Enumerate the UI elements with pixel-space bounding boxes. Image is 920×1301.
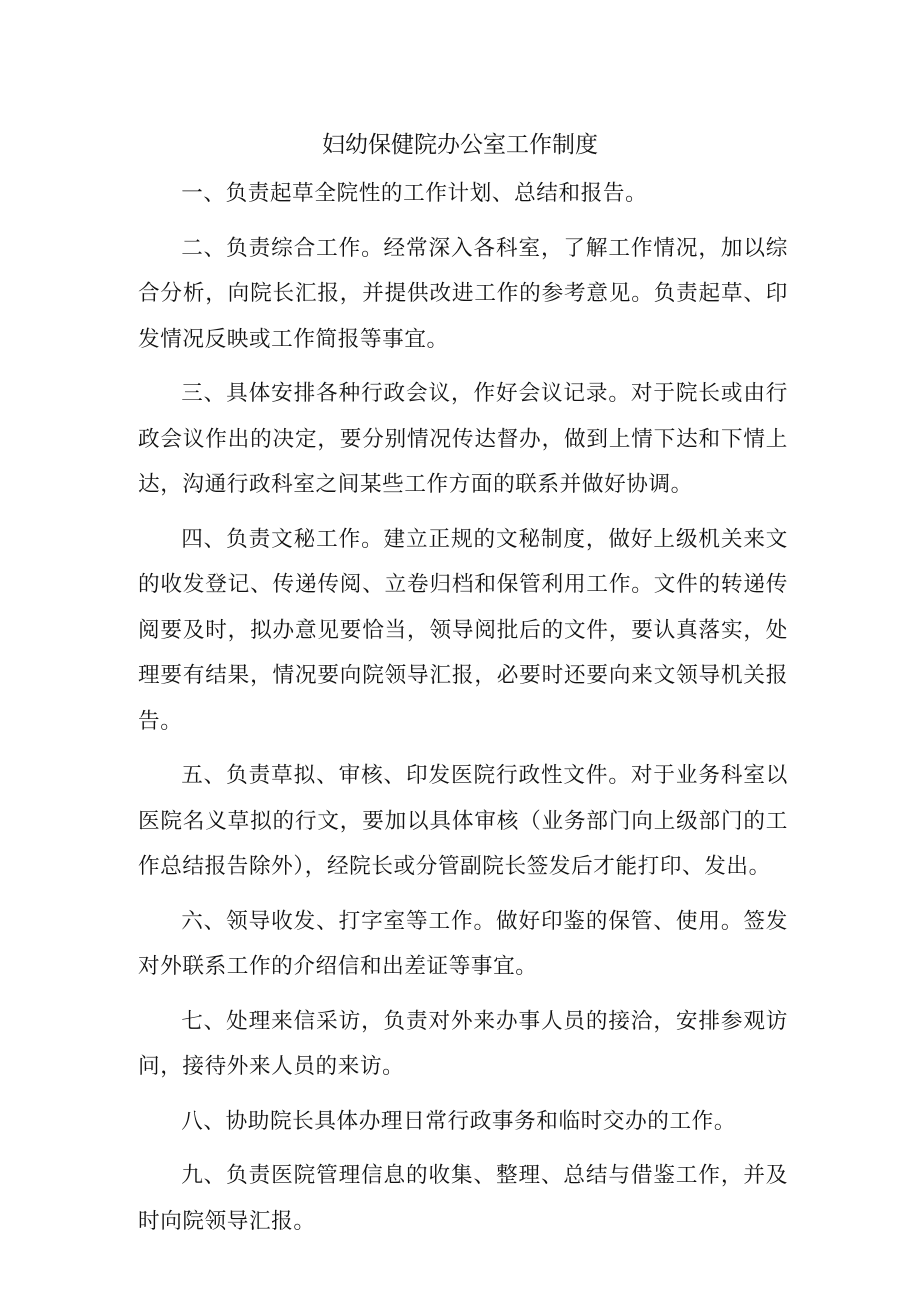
- paragraph-8: 八、协助院长具体办理日常行政事务和临时交办的工作。: [181, 1108, 737, 1134]
- paragraph-5: 五、负责草拟、审核、印发医院行政性文件。对于业务科室以医院名义草拟的行文，要加以具体审核（业务部门向上级部门的工作总结报告除外），经院长或分管副院长签发后才能打印、发出。: [138, 763, 788, 879]
- paragraph-2: 二、负责综合工作。经常深入各科室，了解工作情况，加以综合分析，向院长汇报，并提供改进工作的参考意见。负责起草、印发情况反映或工作简报等事宜。: [138, 235, 788, 352]
- paragraph-6: 六、领导收发、打字室等工作。做好印鉴的保管、使用。签发对外联系工作的介绍信和出差证等事宜。: [138, 908, 788, 979]
- document-title: 妇幼保健院办公室工作制度: [322, 132, 598, 158]
- document-body: [138, 171, 788, 1253]
- paragraph-7: 七、处理来信采访，负责对外来办事人员的接洽，安排参观访问，接待外来人员的来访。: [138, 1008, 788, 1079]
- paragraph-4: 四、负责文秘工作。建立正规的文秘制度，做好上级机关来文的收发登记、传递传阅、立卷归档和保管利用工作。文件的转递传阅要及时，拟办意见要恰当，领导阅批后的文件，要认真落实，处理要有结果，情况要向院领导汇报，必要时还要向来文领导机关报告。: [138, 526, 788, 734]
- paragraph-9: 九、负责医院管理信息的收集、整理、总结与借鉴工作，并及时向院领导汇报。: [138, 1163, 788, 1234]
- paragraph-3: 三、具体安排各种行政会议，作好会议记录。对于院长或由行政会议作出的决定，要分别情况传达督办，做到上情下达和下情上达，沟通行政科室之间某些工作方面的联系并做好协调。: [138, 381, 788, 497]
- paragraph-1: 一、负责起草全院性的工作计划、总结和报告。: [181, 181, 648, 206]
